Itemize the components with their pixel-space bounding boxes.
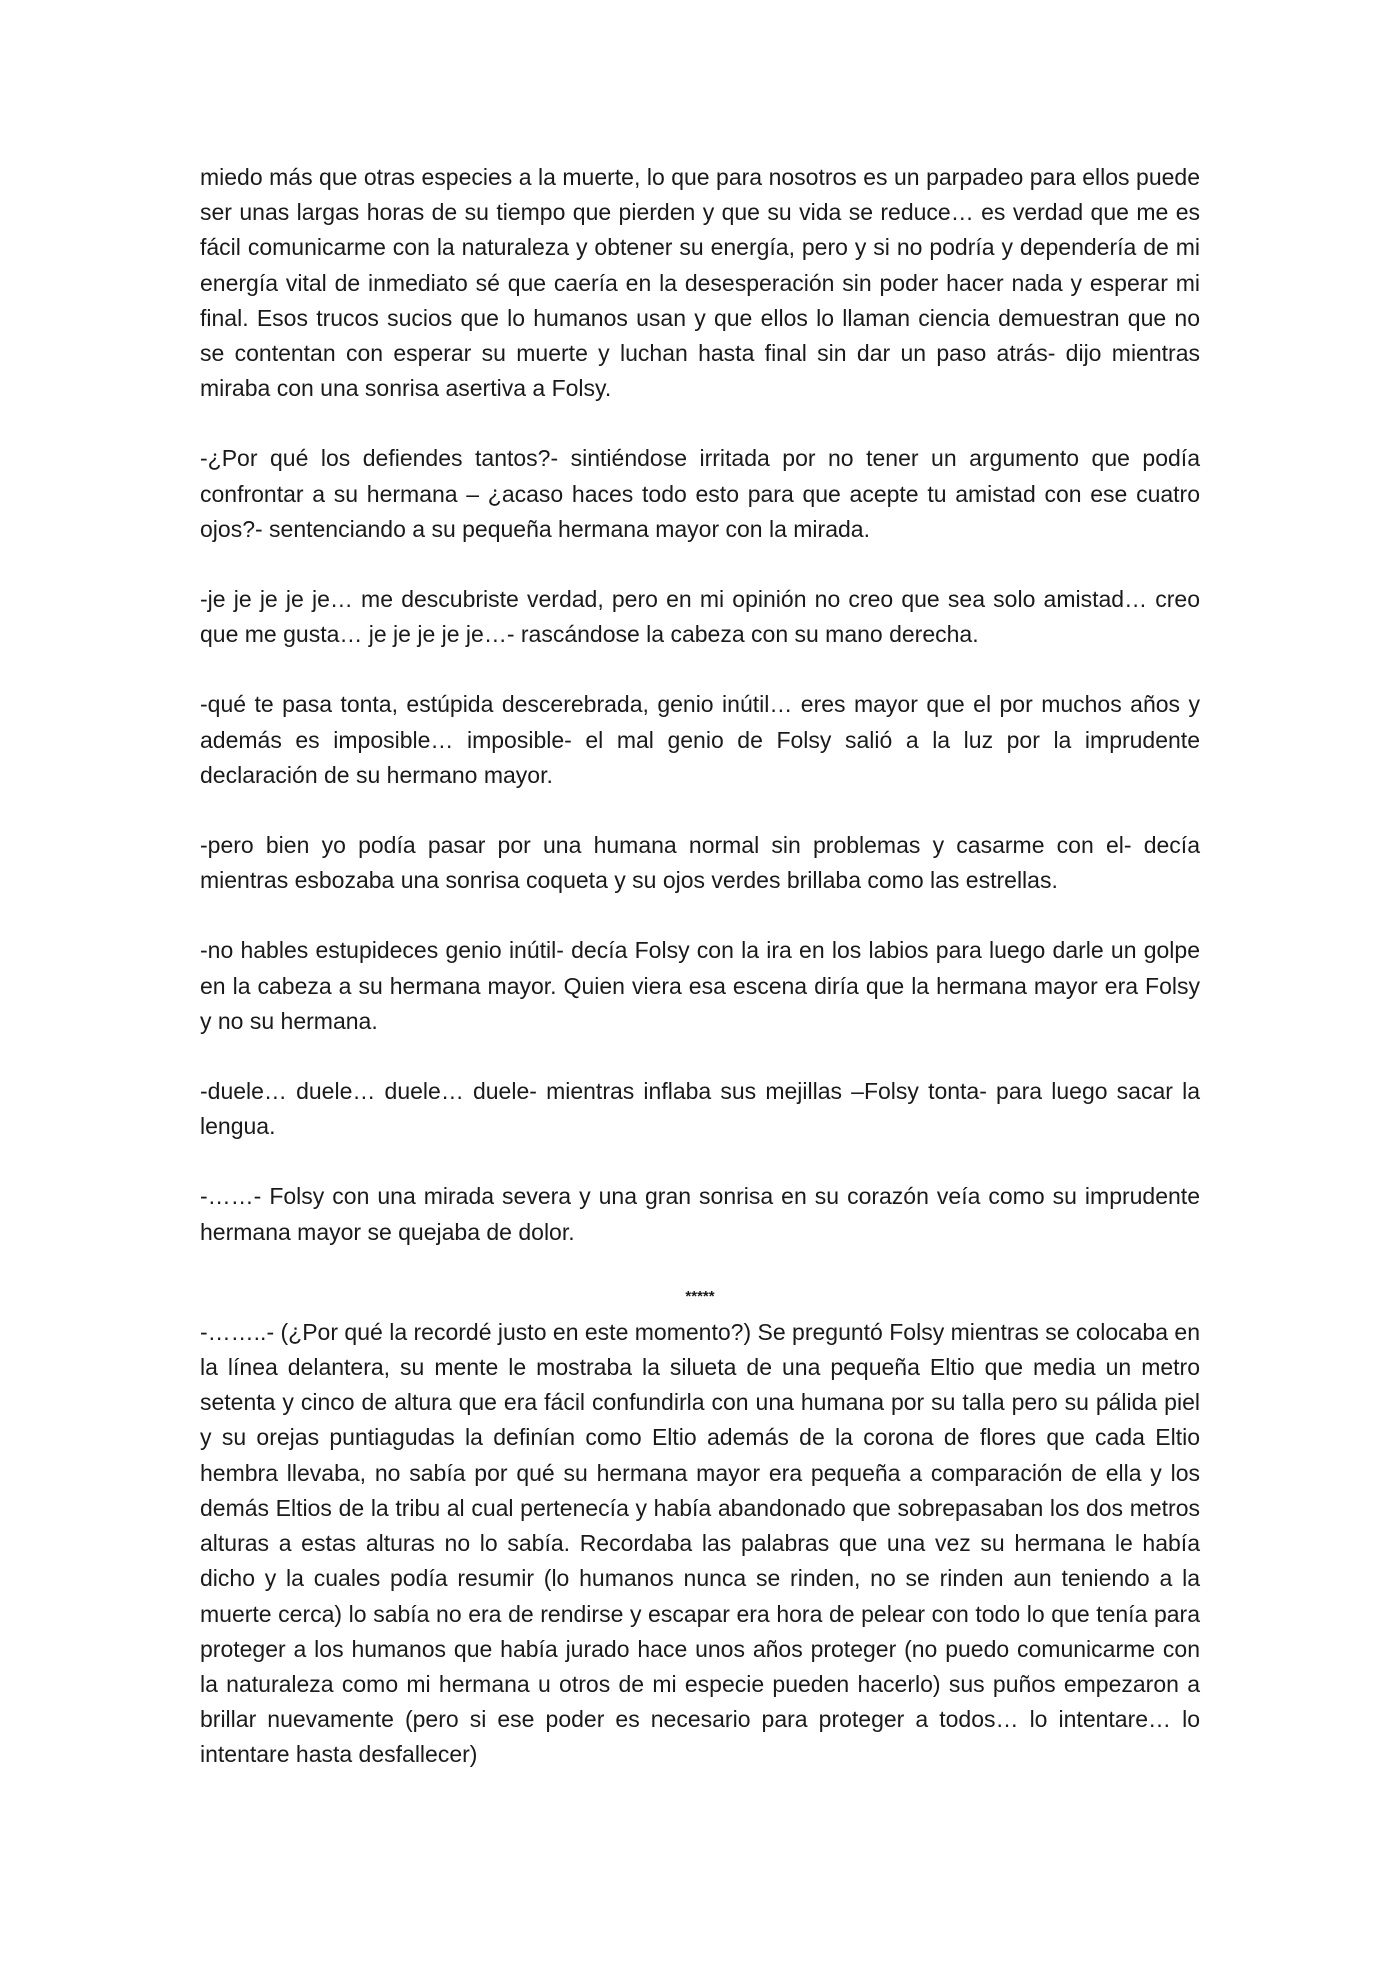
paragraph-5: -pero bien yo podía pasar por una humana normal sin problemas y casarme con el- decía mientras esbozaba una sonrisa coqueta y su ojos verdes brillaba como las estrellas. [200, 832, 1200, 894]
section-separator: ***** [685, 1287, 715, 1305]
paragraph-8: -……- Folsy con una mirada severa y una gran sonrisa en su corazón veía como su imprudente hermana mayor se quejaba de dolor. [200, 1183, 1200, 1245]
paragraph-2: -¿Por qué los defiendes tantos?- sintiéndose irritada por no tener un argumento que podía confrontar a su hermana – ¿acaso haces todo esto para que acepte tu amistad con ese cuatro ojos?- sentenciando a su pequeña hermana mayor con la mirada. [200, 445, 1200, 542]
paragraph-1: miedo más que otras especies a la muerte, lo que para nosotros es un parpadeo para ellos puede ser unas largas horas de su tiempo que pierden y que su vida se reduce… es verdad que me es fácil comunicarme con la naturaleza y obtener su energía, pero y si no podría y dependería de mi energía vital de inmediato sé que caería en la desesperación sin poder hacer nada y esperar mi final. Esos trucos sucios que lo humanos usan y que ellos lo llaman ciencia demuestran que no se contentan con esperar su muerte y luchan hasta final sin dar un paso atrás- dijo mientras miraba con una sonrisa asertiva a Folsy. [200, 164, 1200, 402]
paragraph-3: -je je je je je… me descubriste verdad, pero en mi opinión no creo que sea solo amistad… creo que me gusta… je je je je je…- rascándose la cabeza con su mano derecha. [200, 586, 1200, 648]
document-page [200, 160, 1200, 1808]
paragraph-7: -duele… duele… duele… duele- mientras inflaba sus mejillas –Folsy tonta- para luego sacar la lengua. [200, 1078, 1200, 1140]
paragraph-6: -no hables estupideces genio inútil- decía Folsy con la ira en los labios para luego darle un golpe en la cabeza a su hermana mayor. Quien viera esa escena diría que la hermana mayor era Folsy y no su hermana. [200, 937, 1200, 1034]
final-paragraph: -……..- (¿Por qué la recordé justo en este momento?) Se preguntó Folsy mientras se colocaba en la línea delantera, su mente le mostraba la silueta de una pequeña Eltio que media un metro setenta y cinco de altura que era fácil confundirla con una humana por su talla pero su pálida piel y su orejas puntiagudas la definían como Eltio además de la corona de flores que cada Eltio hembra llevaba, no sabía por qué su hermana mayor era pequeña a comparación de ella y los demás Eltios de la tribu al cual pertenecía y había abandonado que sobrepasaban los dos metros alturas a estas alturas no lo sabía. Recordaba las palabras que una vez su hermana le había dicho y la cuales podía resumir (lo humanos nunca se rinden, no se rinden aun teniendo a la muerte cerca) lo sabía no era de rendirse y escapar era hora de pelear con todo lo que tenía para proteger a los humanos que había jurado hace unos años proteger (no puedo comunicarme con la naturaleza como mi hermana u otros de mi especie pueden hacerlo) sus puños empezaron a brillar nuevamente (pero si ese poder es necesario para proteger a todos… lo intentare… lo intentare hasta desfallecer) [200, 1318, 1200, 1768]
paragraph-4: -qué te pasa tonta, estúpida descerebrada, genio inútil… eres mayor que el por muchos años y además es imposible… imposible- el mal genio de Folsy salió a la luz por la imprudente declaración de su hermano mayor. [200, 691, 1200, 788]
